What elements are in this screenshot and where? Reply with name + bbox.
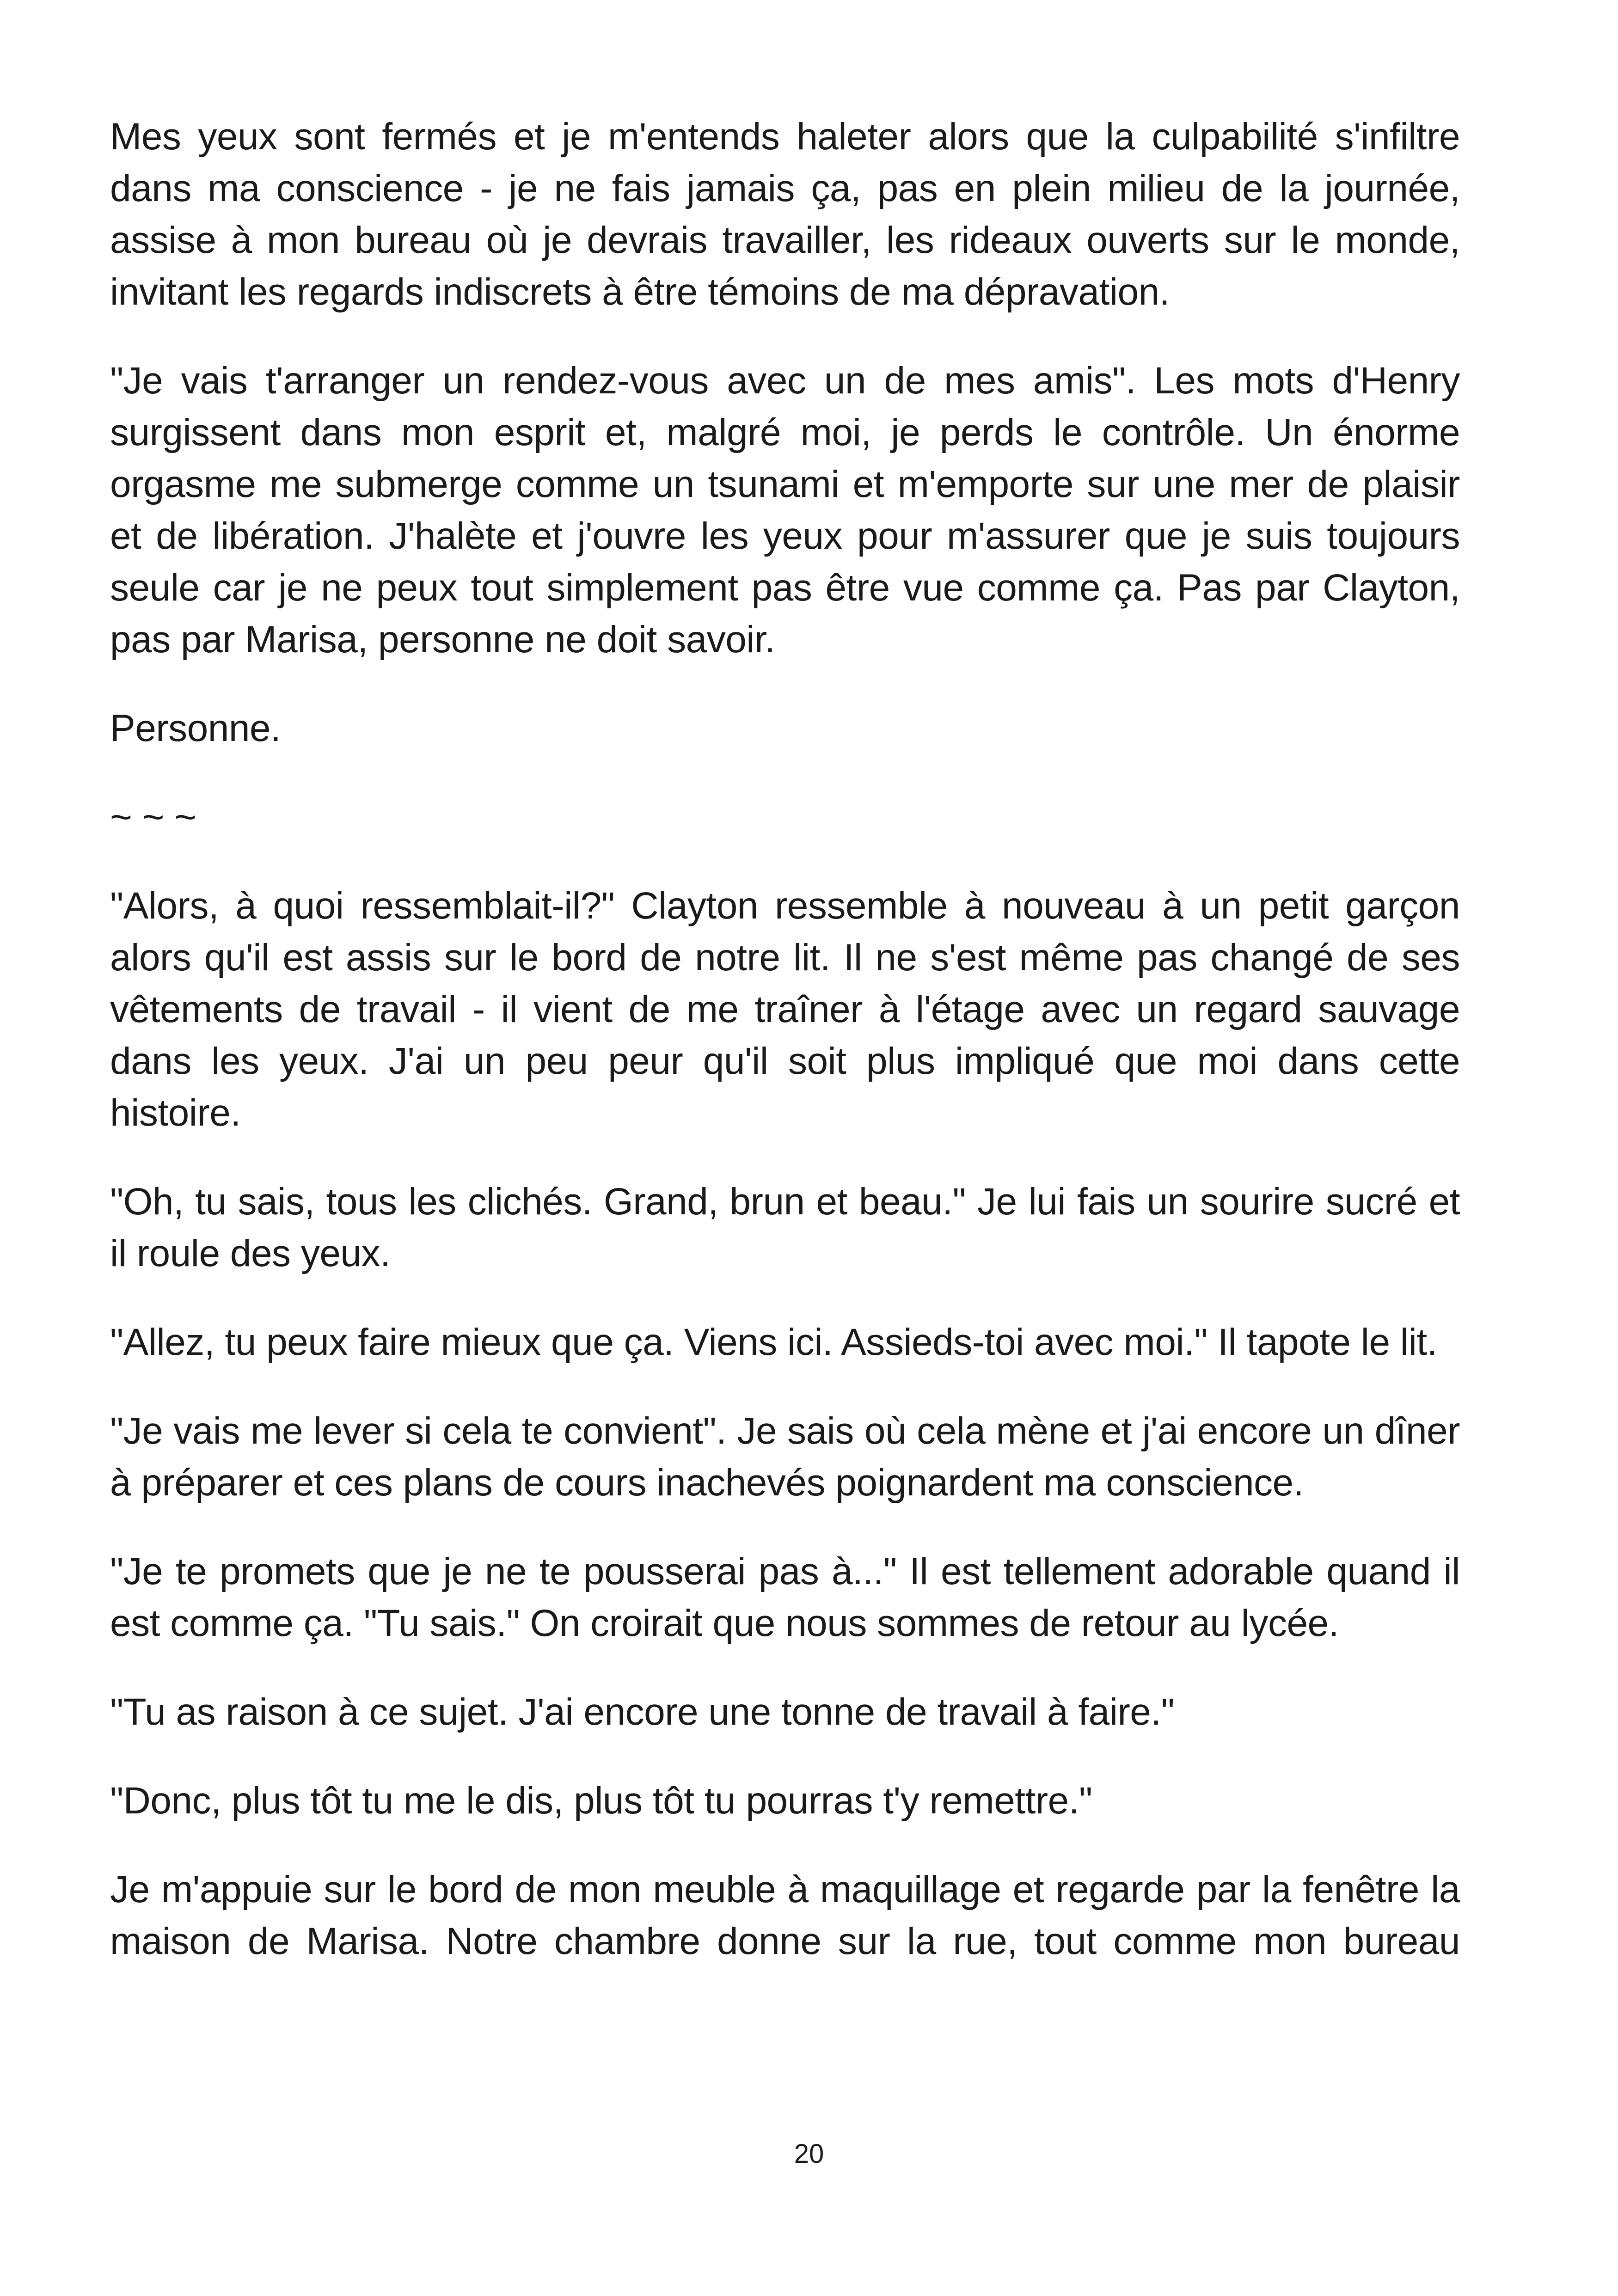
paragraph-3: Personne. xyxy=(110,707,281,749)
paragraph-11: Je m'appuie sur le bord de mon meuble à maquillage et regarde par la fenêtre la maison de Marisa. Notre chambre donne sur la rue, tout comme mon bureau xyxy=(110,1868,1460,1962)
paragraph-4: "Alors, à quoi ressemblait-il?" Clayton ressemble à nouveau à un petit garçon alors qu'il est assis sur le bord de notre lit. Il ne s'est même pas changé de ses vêtements de travail - il vient de me traîner à l'étage avec un regard sauvage dans les yeux. J'ai un peu peur qu'il soit plus impliqué que moi dans cette histoire. xyxy=(110,885,1460,1134)
paragraph-6: "Allez, tu peux faire mieux que ça. Viens ici. Assieds-toi avec moi." Il tapote le lit. xyxy=(110,1321,1437,1363)
scene-break: ~ ~ ~ xyxy=(110,796,196,838)
paragraph-10: "Donc, plus tôt tu me le dis, plus tôt tu pourras t'y remettre." xyxy=(110,1780,1092,1822)
body-text xyxy=(110,111,1460,1967)
paragraph-2: "Je vais t'arranger un rendez-vous avec un de mes amis". Les mots d'Henry surgissent dans mon esprit et, malgré moi, je perds le contrôle. Un énorme orgasme me submerge comme un tsunami et m'emporte sur une mer de plaisir et de libération. J'halète et j'ouvre les yeux pour m'assurer que je suis toujours seule car je ne peux tout simplement pas être vue comme ça. Pas par Clayton, pas par Marisa, personne ne doit savoir. xyxy=(110,360,1460,661)
paragraph-5: "Oh, tu sais, tous les clichés. Grand, brun et beau." Je lui fais un sourire sucré et il roule des yeux. xyxy=(110,1181,1460,1274)
paragraph-9: "Tu as raison à ce sujet. J'ai encore une tonne de travail à faire." xyxy=(110,1691,1175,1733)
paragraph-1: Mes yeux sont fermés et je m'entends haleter alors que la culpabilité s'infiltre dans ma conscience - je ne fais jamais ça, pas en plein milieu de la journée, assise à mon bureau où je devrais travailler, les rideaux ouverts sur le monde, invitant les regards indiscrets à être témoins de ma dépravation. xyxy=(110,116,1460,313)
paragraph-7: "Je vais me lever si cela te convient". Je sais où cela mène et j'ai encore un dîner à préparer et ces plans de cours inachevés poignardent ma conscience. xyxy=(110,1410,1460,1504)
page-number: 20 xyxy=(794,2139,824,2169)
paragraph-8: "Je te promets que je ne te pousserai pas à..." Il est tellement adorable quand il est comme ça. "Tu sais." On croirait que nous sommes de retour au lycée. xyxy=(110,1550,1460,1644)
